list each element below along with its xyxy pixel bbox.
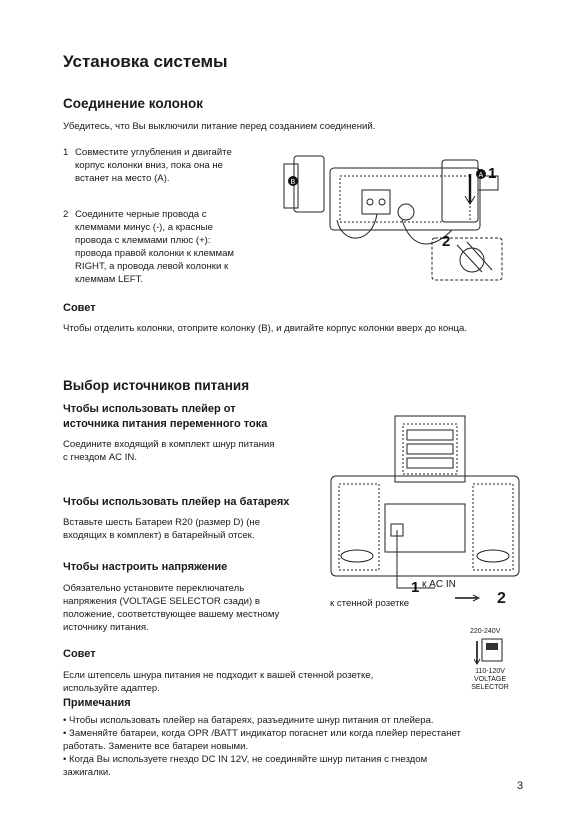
step-2-line: клеммам LEFT. — [75, 274, 144, 285]
step-2-line: провода правой колонки к клеммам — [75, 248, 235, 259]
power-tip-line: используйте адаптер. — [63, 683, 160, 694]
ac-text — [63, 438, 274, 464]
step-1-line: Совместите углубления и двигайте — [75, 147, 232, 158]
ac-text-line: Соедините входящий в комплект шнур питания — [63, 439, 275, 450]
battery-text-line: Вставьте шесть Батареи R20 (размер D) (не — [63, 517, 261, 528]
wall-outlet-label: к стенной розетке — [330, 598, 410, 609]
note-line: работать. Замените все батареи новыми. — [63, 741, 249, 752]
step-2-number: 2 — [63, 209, 69, 220]
power-tip-line: Если штепсель шнура питания не подходит к вашей стенной розетке, — [63, 670, 374, 681]
step-1 — [63, 146, 295, 185]
step-2-line: клеммами минус (-), а красные — [75, 222, 213, 233]
voltage-text-line: источнику питания. — [63, 622, 149, 633]
callout-2: 2 — [442, 233, 451, 250]
note-line: • Чтобы использовать плейер на батареях, разъедините шнур питания от плейера. — [63, 715, 434, 726]
notes-heading: Примечания — [63, 697, 131, 709]
speaker-connection-illustration — [282, 150, 522, 290]
battery-heading: Чтобы использовать плейер на батареях — [63, 496, 290, 508]
battery-text — [63, 516, 260, 542]
ac-heading-line: Чтобы использовать плейер от — [63, 403, 236, 415]
step-2 — [63, 208, 295, 286]
step-1-number: 1 — [63, 147, 69, 158]
speakers-tip-text: Чтобы отделить колонки, отоприте колонку (B), и двигайте корпус колонки вверх до конца. — [63, 323, 467, 334]
label-b: B — [290, 179, 296, 186]
ac-heading-line: источника питания переменного тока — [63, 418, 268, 430]
selector-bottom-label — [470, 668, 510, 692]
power-tip-text — [63, 669, 373, 695]
page-title: Установка системы — [63, 52, 228, 71]
speakers-heading: Соединение колонок — [63, 96, 204, 111]
voltage-text — [63, 582, 279, 634]
power-heading: Выбор источников питания — [63, 378, 250, 393]
speakers-intro: Убедитесь, что Вы выключили питание перед созданием соединений. — [63, 121, 376, 132]
ac-heading — [63, 402, 267, 432]
label-a: A — [478, 172, 484, 179]
selector-top-label: 220-240V — [470, 628, 501, 635]
note-line: зажигалки. — [63, 767, 111, 778]
selector-bottom-line: SELECTOR — [471, 684, 509, 691]
step-2-line: провода с клеммами плюс (+): — [75, 235, 211, 246]
selector-bottom-line: 110-120V — [475, 668, 505, 675]
step-2-line: RIGHT, а провода левой колонки к — [75, 261, 229, 272]
callout-1: 1 — [488, 165, 497, 182]
battery-text-line: входящих в комплект) в батарейный отсек. — [63, 530, 255, 541]
ac-step-1: 1 — [411, 579, 420, 596]
note-line: • Когда Вы используете гнездо DC IN 12V, не соединяйте шнур питания с гнездом — [63, 754, 428, 765]
voltage-heading: Чтобы настроить напряжение — [63, 561, 228, 573]
power-tip-heading: Совет — [63, 648, 96, 660]
selector-bottom-line: VOLTAGE — [473, 676, 507, 683]
step-1-line: корпус колонки вниз, пока она не — [75, 160, 224, 171]
note-line: • Заменяйте батареи, когда OPR /BATT индикатор погаснет или когда плейер перестанет — [63, 728, 461, 739]
notes-list — [63, 714, 461, 779]
step-2-line: Соедините черные провода с — [75, 209, 207, 220]
voltage-selector-icon — [474, 637, 508, 667]
voltage-text-line: Обязательно установите переключатель — [63, 583, 245, 594]
ac-step-2: 2 — [497, 590, 506, 607]
page-number: 3 — [517, 780, 524, 792]
ac-text-line: с гнездом AC IN. — [63, 452, 138, 463]
voltage-text-line: положение, соответствующее вашему местному — [63, 609, 280, 620]
ac-in-label: к AC IN — [422, 579, 456, 590]
speakers-tip-heading: Совет — [63, 302, 96, 314]
voltage-text-line: напряжения (VOLTAGE SELECTOR сзади) в — [63, 596, 260, 607]
step-1-line: встанет на место (A). — [75, 173, 170, 184]
